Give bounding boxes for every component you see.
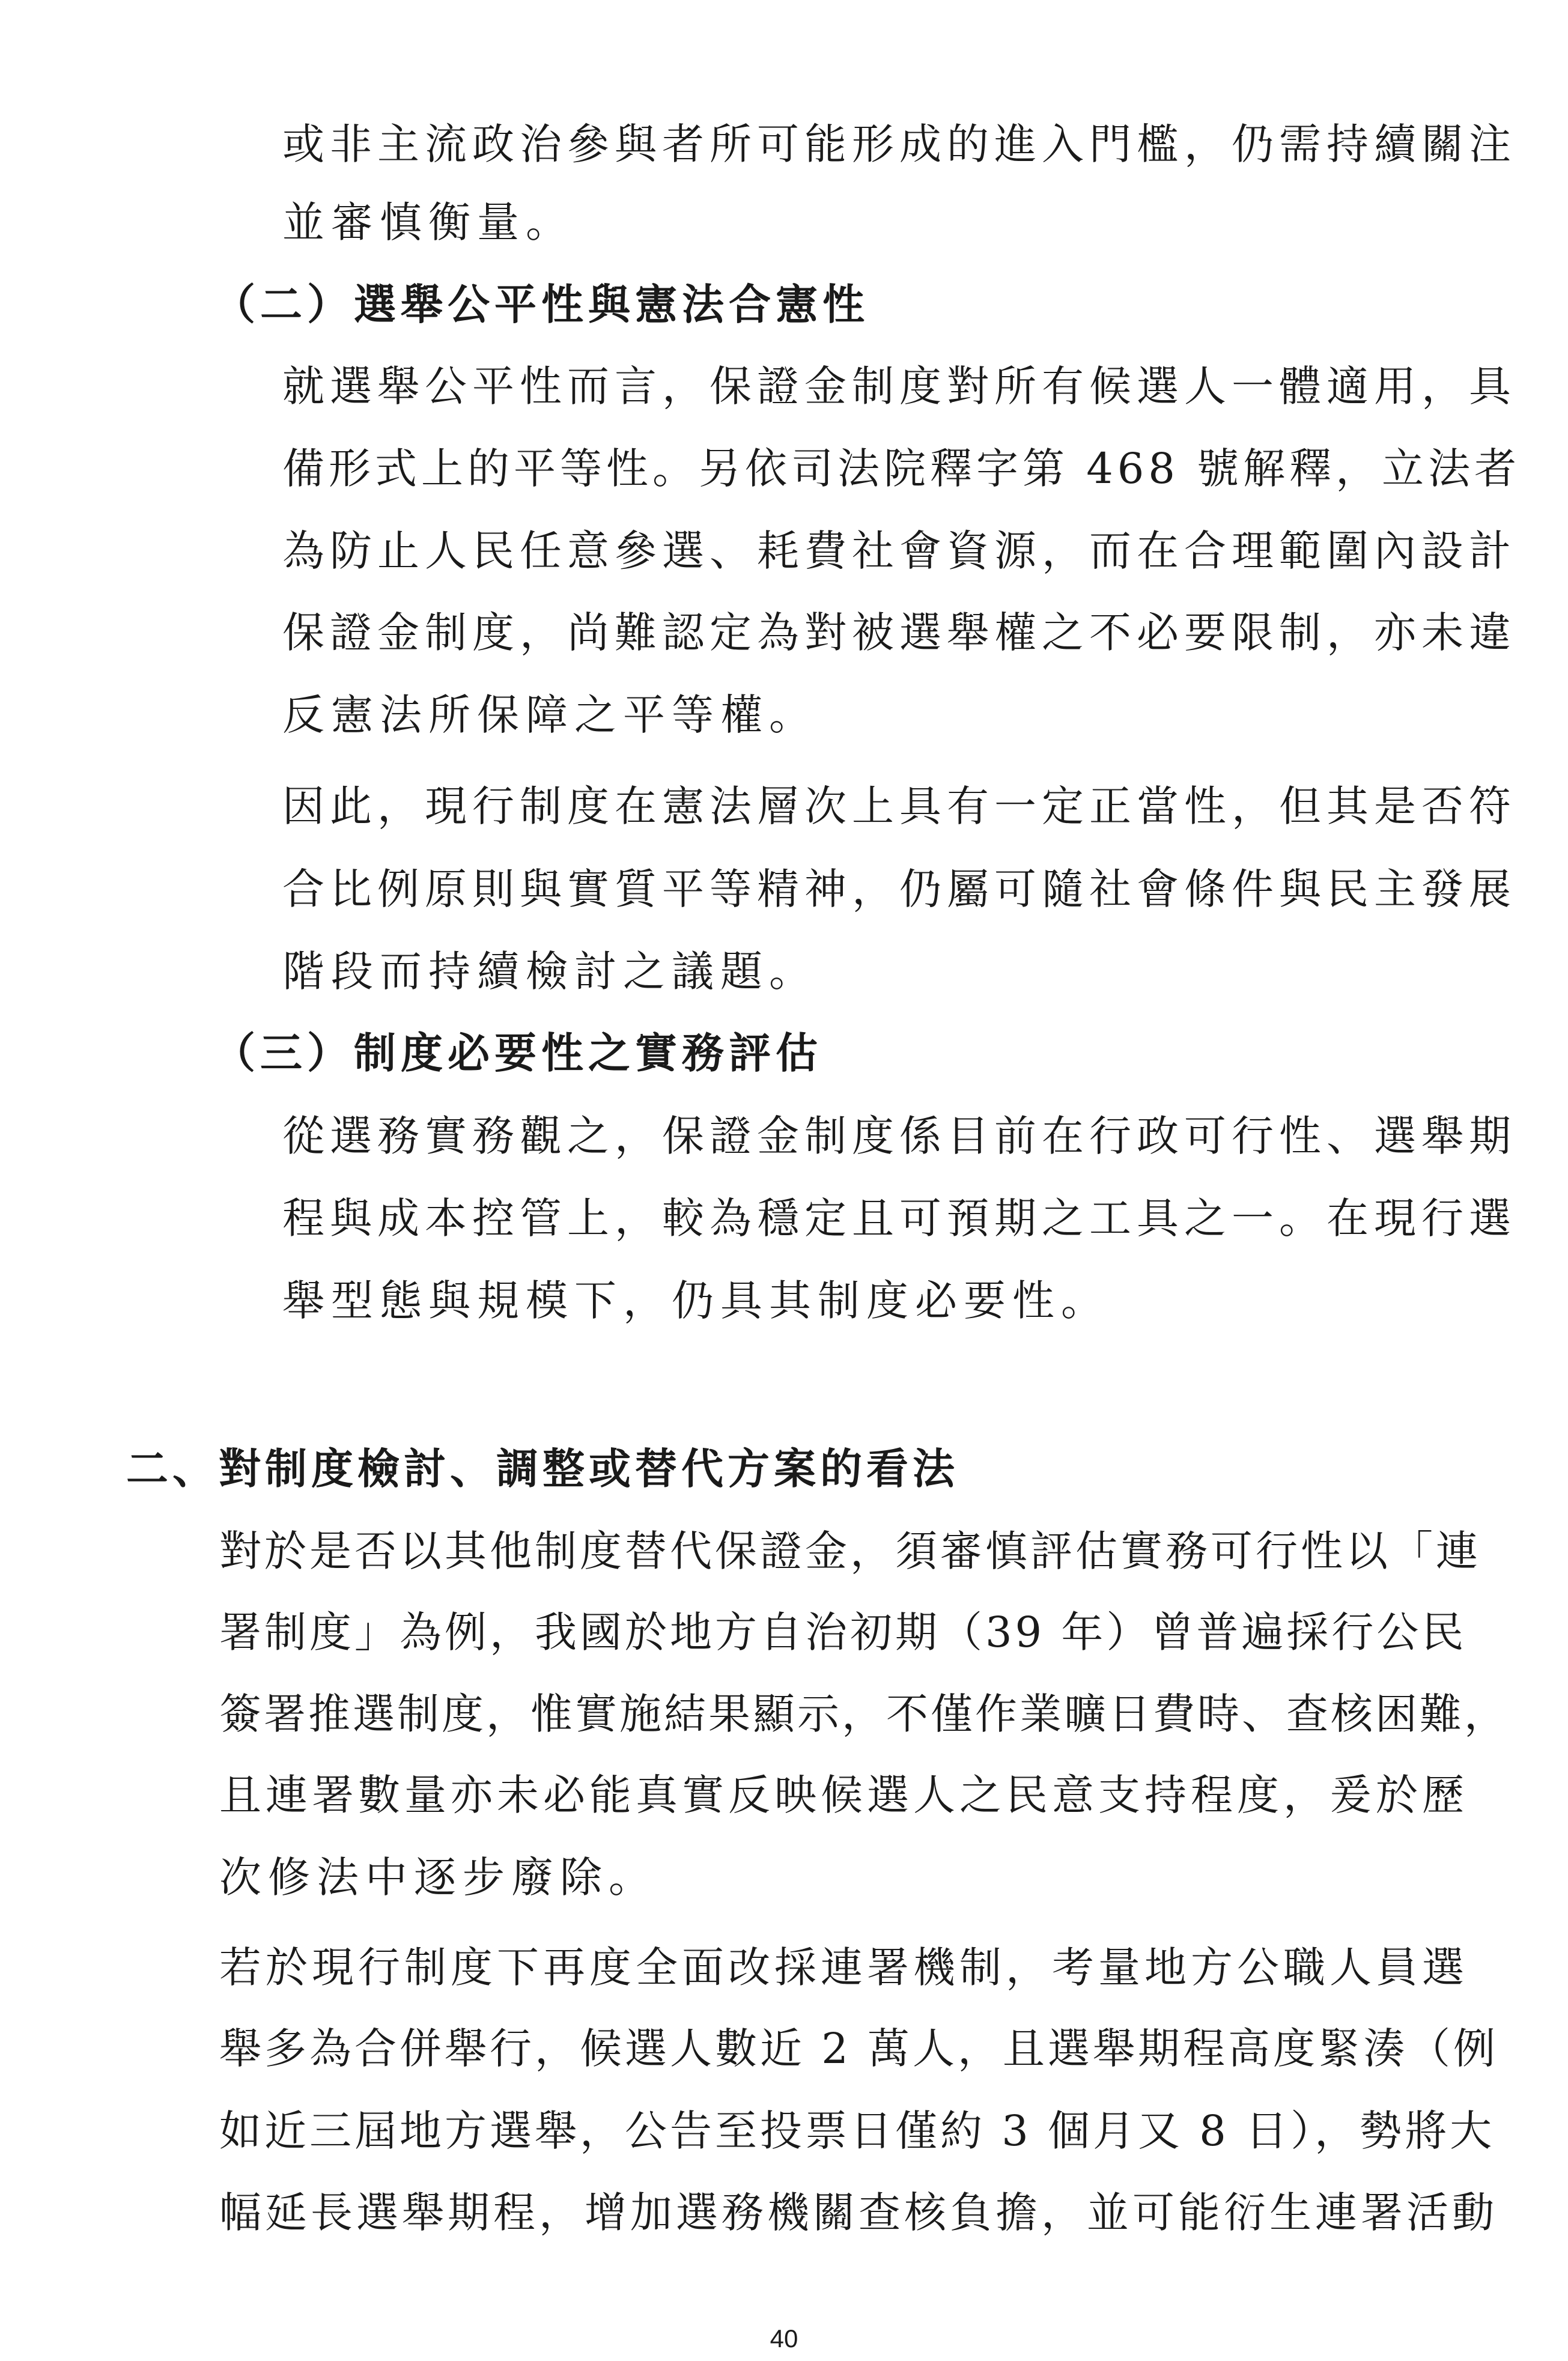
paragraph-line: 對於是否以其他制度替代保證金，須審慎評估實務可行性以「連 (219, 1527, 1481, 1576)
paragraph-line: 署制度」為例，我國於地方自治初期（39 年）曾普遍採行公民 (219, 1608, 1467, 1657)
paragraph-line: 次修法中逐步廢除。 (219, 1853, 657, 1902)
page-number: 40 (770, 2324, 798, 2353)
paragraph-line: 備形式上的平等性。另依司法院釋字第 468 號解釋，立法者 (282, 444, 1521, 493)
paragraph-line: 如近三屆地方選舉，公告至投票日僅約 3 個月又 8 日），勢將大 (219, 2106, 1495, 2156)
paragraph-line: 舉型態與規模下，仍具其制度必要性。 (282, 1276, 1110, 1325)
section-heading: （二）選舉公平性與憲法合憲性 (213, 280, 869, 329)
paragraph-line: 或非主流政治參與者所可能形成的進入門檻，仍需持續關注 (282, 120, 1516, 169)
chapter-heading: 二、對制度檢討、調整或替代方案的看法 (126, 1444, 959, 1493)
paragraph-line: 合比例原則與實質平等精神，仍屬可隨社會條件與民主發展 (282, 864, 1516, 914)
paragraph-line: 舉多為合併舉行，候選人數近 2 萬人，且選舉期程高度緊湊（例 (219, 2024, 1499, 2073)
paragraph-line: 就選舉公平性而言，保證金制度對所有候選人一體適用，具 (282, 362, 1516, 411)
paragraph-line: 保證金制度，尚難認定為對被選舉權之不必要限制，亦未違 (282, 608, 1516, 657)
paragraph-line: 並審慎衡量。 (282, 198, 574, 247)
paragraph-line: 簽署推選制度，惟實施結果顯示，不僅作業曠日費時、查核困難， (219, 1689, 1509, 1739)
section-heading: （三）制度必要性之實務評估 (213, 1029, 822, 1078)
paragraph-line: 階段而持續檢討之議題。 (282, 947, 818, 996)
paragraph-line: 若於現行制度下再度全面改採連署機制，考量地方公職人員選 (219, 1943, 1468, 1992)
paragraph-line: 為防止人民任意參選、耗費社會資源，而在合理範圍內設計 (282, 526, 1516, 576)
paragraph-line: 且連署數量亦未必能真實反映候選人之民意支持程度，爰於歷 (219, 1770, 1468, 1820)
paragraph-line: 反憲法所保障之平等權。 (282, 690, 818, 740)
paragraph-line: 程與成本控管上，較為穩定且可預期之工具之一。在現行選 (282, 1194, 1516, 1243)
paragraph-line: 從選務實務觀之，保證金制度係目前在行政可行性、選舉期 (282, 1111, 1516, 1161)
paragraph-line: 幅延長選舉期程，增加選務機關查核負擔，並可能衍生連署活動 (219, 2188, 1498, 2237)
paragraph-line: 因此，現行制度在憲法層次上具有一定正當性，但其是否符 (282, 782, 1516, 831)
